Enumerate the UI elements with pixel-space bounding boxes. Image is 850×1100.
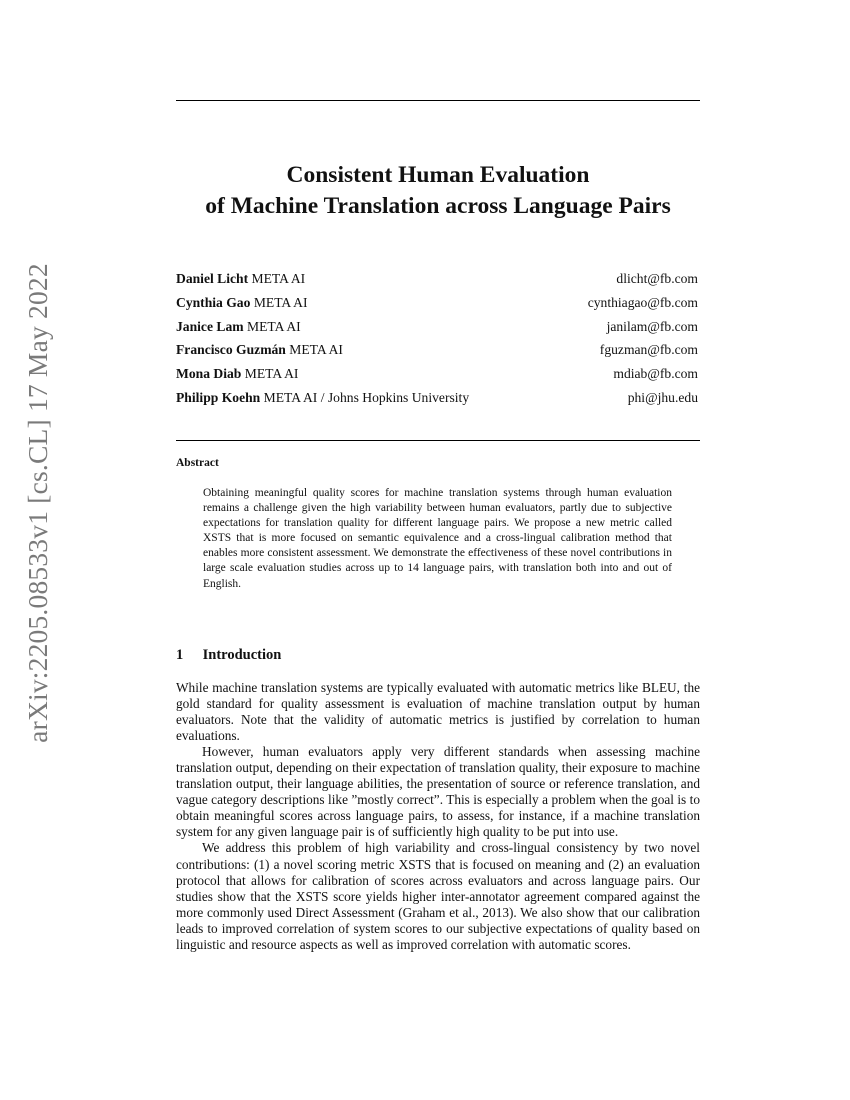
author-name: Daniel Licht — [176, 271, 249, 286]
author-row — [176, 365, 700, 389]
arxiv-stamp: arXiv:2205.08533v1 [cs.CL] 17 May 2022 — [22, 263, 53, 743]
author-row — [176, 318, 700, 342]
section-body — [176, 680, 700, 953]
author-name: Janice Lam — [176, 318, 244, 334]
paper-title — [176, 160, 700, 222]
author-name: Francisco Guzmán — [176, 342, 286, 358]
author-affiliation: META AI — [251, 271, 306, 286]
author-name: Cynthia Gao — [176, 294, 251, 310]
paragraph: However, human evaluators apply very different standards when assessing machine translation output, depending on their expectation of translation quality, their exposure to machine translation output, their language abilities, the presentation of source or reference translation, and vague category descriptions like ”mostly correct”. This is especially a problem when the goal is to obtain meaningful scores across language pairs, to assess, for instance, if a machine translation system for any given language pair is of sufficiently high quality to be put into use. — [176, 744, 700, 840]
author-name: Mona Diab — [176, 366, 242, 382]
top-rule — [176, 100, 700, 101]
section-heading — [176, 647, 281, 664]
paragraph: While machine translation systems are typically evaluated with automatic metrics like BLEU, the gold standard for quality assessment is evaluation of machine translation output by human evaluators. Note that the validity of automatic metrics is justified by correlation to human evaluations. — [176, 680, 700, 744]
author-name: Philipp Koehn — [176, 389, 261, 405]
paragraph: We address this problem of high variability and cross-lingual consistency by two novel contributions: (1) a novel scoring metric XSTS that is focused on meaning and (2) an evaluation protocol that allows for calibration of scores across evaluators and across language pairs. Our studies show that the XSTS score yields higher inter-annotator agreement compared against the more commonly used Direct Assessment (Graham et al., 2013). We also show that our calibration leads to improved correlation of system scores to our subjective expectations of quality based on linguistic and resource aspects as well as improved correlation with automatic scores. — [176, 840, 700, 952]
abstract-text: Obtaining meaningful quality scores for machine translation systems through human evaluation remains a challenge given the high variability between human evaluators, partly due to subjective expectations for translation quality for different language pairs. We propose a new metric called XSTS that is more focused on semantic equivalence and a cross-lingual calibration method that enables more consistent assessment. We demonstrate the effectiveness of these novel contributions in large scale evaluation studies across up to 14 language pairs, with translation both into and out of English. — [203, 487, 672, 590]
section-title: Introduction — [202, 647, 282, 663]
author-row — [176, 341, 700, 365]
title-line-2: of Machine Translation across Language Pairs — [205, 193, 671, 219]
author-list — [176, 270, 700, 413]
author-email[interactable]: cynthiagao@fb.com — [587, 294, 698, 310]
author-email[interactable]: fguzman@fb.com — [599, 342, 698, 358]
author-email[interactable]: mdiab@fb.com — [613, 366, 698, 382]
author-row — [176, 294, 700, 318]
abstract-heading: Abstract — [176, 457, 219, 469]
author-row — [176, 270, 700, 294]
author-affiliation: META AI — [253, 294, 308, 310]
author-affiliation: META AI / Johns Hopkins University — [263, 389, 470, 405]
author-affiliation: META AI — [247, 318, 301, 334]
abstract-rule — [176, 440, 700, 441]
author-email[interactable]: janilam@fb.com — [606, 318, 698, 334]
author-affiliation: META AI — [244, 366, 299, 382]
section-number: 1 — [176, 647, 184, 663]
author-email[interactable]: dlicht@fb.com — [616, 271, 698, 286]
author-affiliation: META AI — [289, 342, 343, 358]
title-line-1: Consistent Human Evaluation — [286, 162, 590, 188]
author-email[interactable]: phi@jhu.edu — [627, 389, 698, 405]
author-row — [176, 389, 700, 413]
